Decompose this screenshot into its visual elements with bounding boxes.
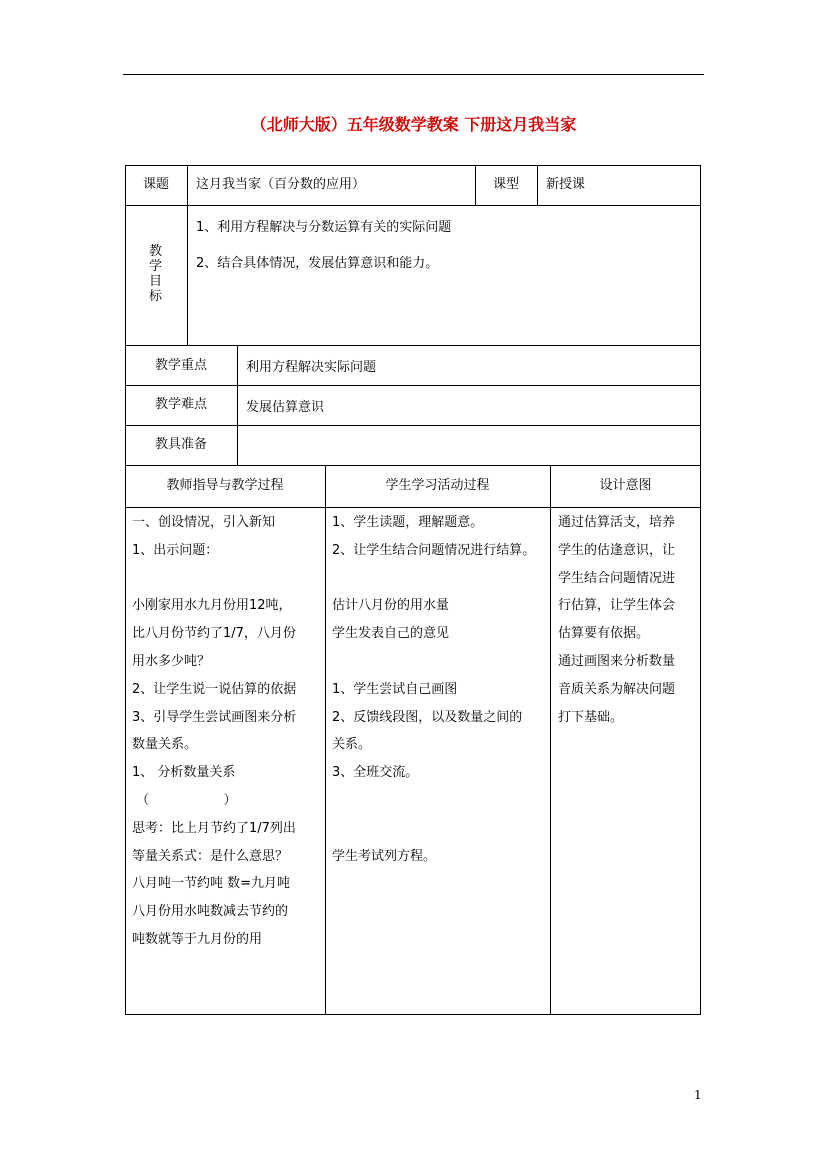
teacher-process-text: 一、创设情况，引入新知 1、出示问题： 小刚家用水九月份用12吨， 比八月份节约了1/7，八月份 用水多少吨？ 2、让学生说一说估算的依据 3、引导学生尝试画图来分析 数量关系。 1、 分析数量关系 （ ） 思考：比上月节约了1/7列出 等量关系式：是什么意思？ 八月吨一节约吨 数=九月吨 八月份用水吨数减去节约的 吨数就等于九月份的用 [132, 515, 297, 947]
process-header-teacher: 教师指导与教学过程 [166, 478, 284, 493]
objective-item: 1、利用方程解决与分数运算有关的实际问题 [196, 220, 452, 235]
topic-value: 这月我当家（百分数的应用） [196, 177, 366, 192]
key-point-value: 利用方程解决实际问题 [246, 360, 377, 375]
type-label: 课型 [492, 177, 519, 192]
topic-label: 课题 [142, 177, 169, 192]
page-title: （北师大版）五年级数学教案 下册这月我当家 [250, 115, 577, 134]
process-header-student: 学生学习活动过程 [385, 478, 490, 493]
design-intent-text: 通过估算活支，培养 学生的估逢意识，让 学生结合问题情况进 行估算，让学生体会 估算要有依据。 通过画图来分析数量 音质关系为解决问题 打下基础。 [558, 515, 676, 725]
objectives-label: 教学目标 [149, 244, 163, 304]
difficulty-value: 发展估算意识 [246, 400, 325, 415]
tools-label: 教具准备 [154, 437, 207, 452]
page-number: 1 [694, 1088, 702, 1102]
process-header-intent: 设计意图 [599, 478, 652, 493]
type-value: 新授课 [546, 177, 586, 192]
difficulty-label: 教学难点 [154, 397, 207, 412]
top-rule [123, 74, 704, 75]
key-point-label: 教学重点 [154, 358, 207, 373]
student-activity-text: 1、学生读题，理解题意。 2、让学生结合问题情况进行结算。 估计八月份的用水量 学生发表自己的意见 1、学生尝试自己画图 2、反馈线段图，以及数量之间的 关系。 3、全班交流。 学生考试列方程。 [332, 515, 536, 864]
objective-item: 2、结合具体情况，发展估算意识和能力。 [196, 256, 439, 271]
